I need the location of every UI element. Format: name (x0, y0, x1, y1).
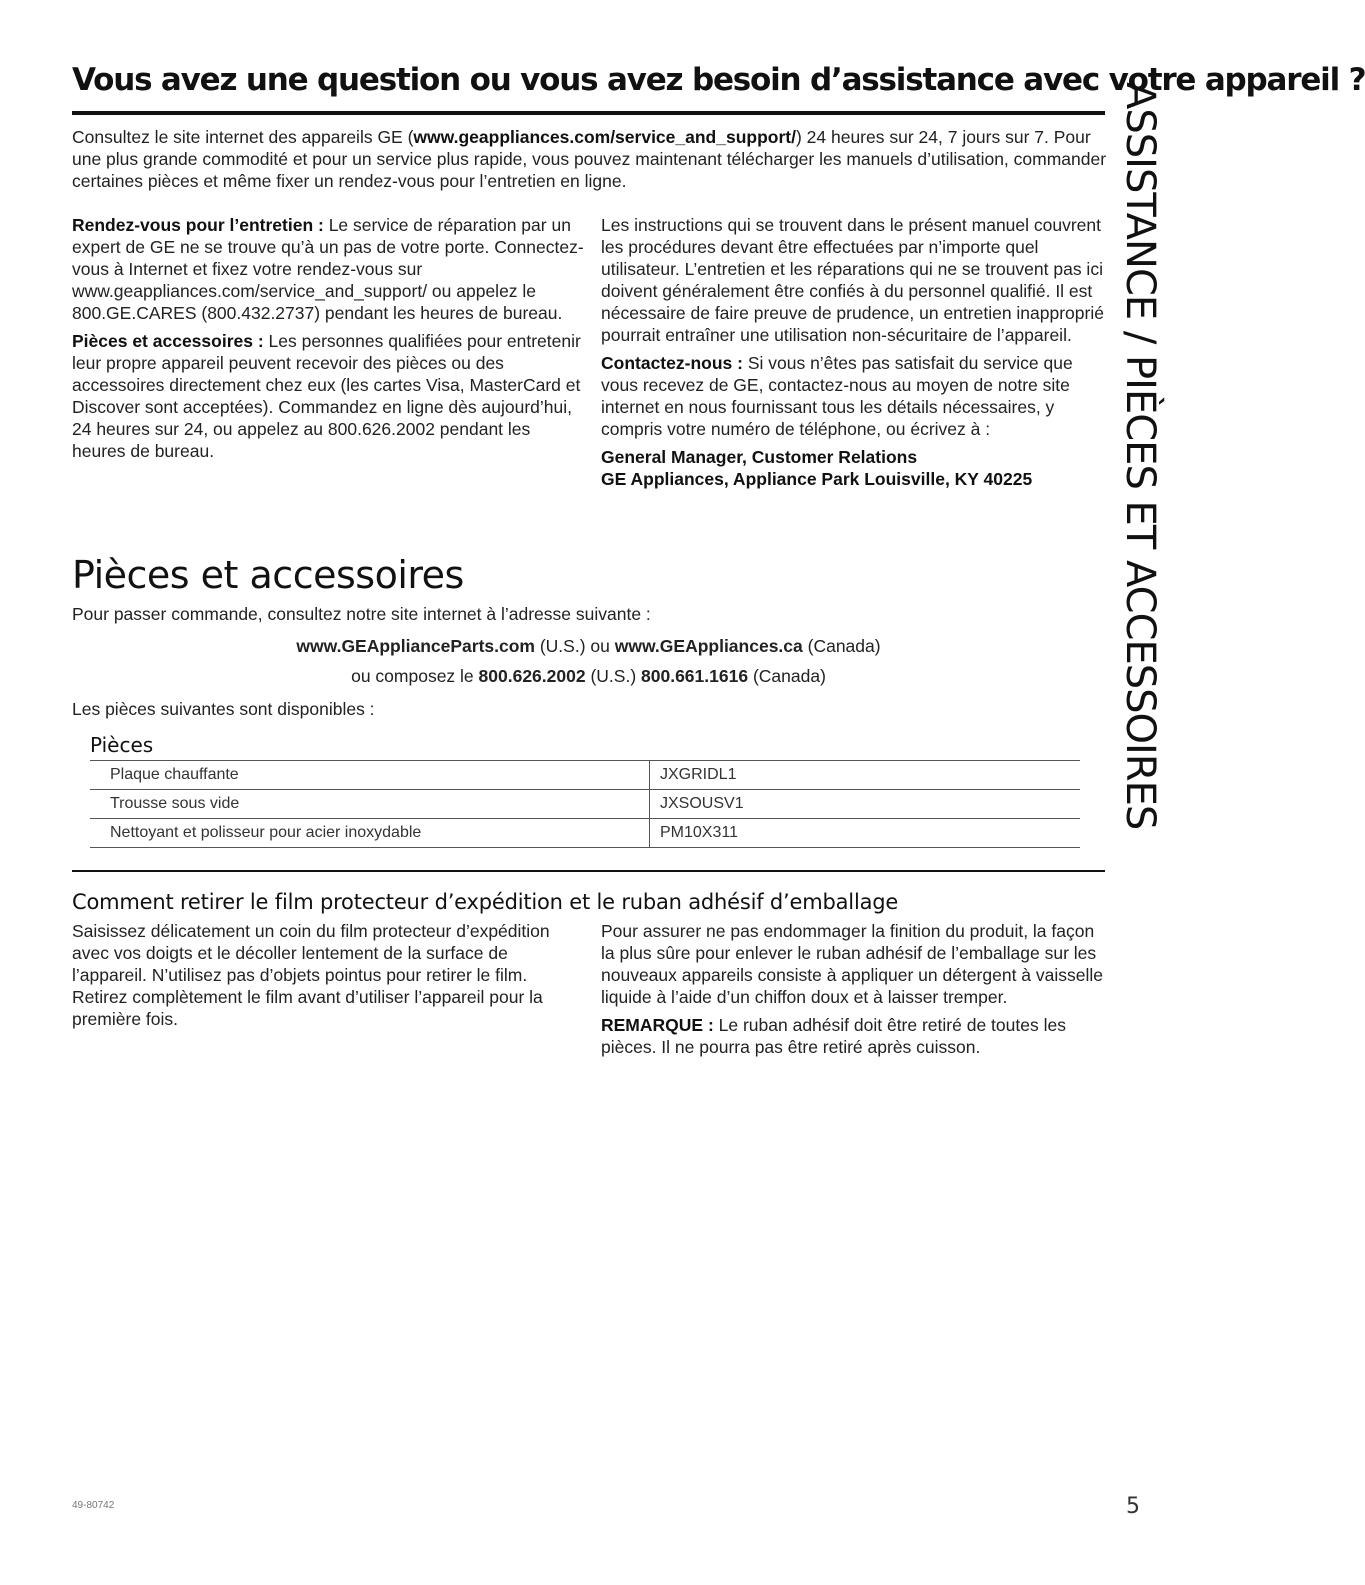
intro-paragraph (72, 126, 1107, 192)
contact-text: Si vous n’êtes pas satisfait du service que vous recevez de GE, contactez-nous au moyen de notre site internet en nous fournissant tous les détails nécessaires, y compris votre numéro de téléphone, ou écrivez à : (601, 353, 1073, 439)
film-right-column (601, 920, 1109, 1058)
part-code: JXGRIDL1 (650, 761, 1081, 790)
phone-canada-label: (Canada) (748, 666, 826, 686)
phone-prefix: ou composez le (351, 666, 479, 686)
parts-section-title: Pièces et accessoires (72, 553, 464, 597)
support-link[interactable]: www.geappliances.com/service_and_support/ (413, 127, 796, 147)
canada-label: (Canada) (802, 636, 881, 656)
mailing-address (601, 446, 1109, 490)
contact-paragraph (601, 352, 1109, 440)
side-tab (1112, 82, 1168, 830)
note-heading: REMARQUE : (601, 1015, 714, 1035)
instructions-paragraph: Les instructions qui se trouvent dans le présent manuel couvrent les procédures devant être effectuées par n’importe quel utilisateur. L’entretien et les réparations qui ne se trouvent pas ici doivent généralement être confiés à du personnel qualifié. Il est nécessaire de faire preuve de prudence, un entretien inapproprié pourrait entraîner une utilisation non-sécuritaire de l’appareil. (601, 215, 1104, 345)
address-line-2: GE Appliances, Appliance Park Louisville, KY 40225 (601, 469, 1033, 489)
phone-canada: 800.661.1616 (641, 666, 749, 686)
service-text: Le service de réparation par un expert de GE ne se trouve qu’à un pas de votre porte. Connectez-vous à Internet et fixez votre rendez-vous sur www.geappliances.com/service_and_support/ ou appelez le 800.GE.CARES (800.432.2737) pendant les heures de bureau. (72, 215, 584, 323)
parts-canada-link[interactable]: www.GEAppliances.ca (614, 636, 803, 656)
phone-us: 800.626.2002 (478, 666, 586, 686)
film-right-paragraph: Pour assurer ne pas endommager la finition du produit, la façon la plus sûre pour enlever le ruban adhésif de l’emballage sur les nouveaux appareils consiste à appliquer un détergent à vaisselle liquide à l’aide d’un chiffon doux et à laisser tremper. (601, 921, 1103, 1007)
intro-text-end: ) 24 heures sur 24, 7 jours sur 7. Pour une plus grande commodité et pour un service plus rapide, vous pouvez maintenant télécharger les manuels d’utilisation, commander certaines pièces et même fixer un rendez-vous pour l’entretien en ligne. (72, 127, 1107, 191)
right-column (601, 214, 1109, 490)
page-number: 5 (1126, 1494, 1140, 1519)
intro-text-start: Consultez le site internet des appareils GE ( (72, 127, 414, 147)
part-code: PM10X311 (650, 819, 1081, 848)
service-paragraph (72, 214, 587, 324)
part-name: Plaque chauffante (90, 761, 650, 790)
parts-us-link[interactable]: www.GEApplianceParts.com (296, 636, 535, 656)
table-row (90, 819, 1080, 848)
parts-heading: Pièces et accessoires : (72, 331, 264, 351)
part-name: Nettoyant et polisseur pour acier inoxydable (90, 819, 650, 848)
parts-subtitle: Pièces (90, 733, 154, 757)
phone-us-label: (U.S.) (585, 666, 642, 686)
us-label: (U.S.) ou (534, 636, 615, 656)
contact-heading: Contactez-nous : (601, 353, 743, 373)
part-code: JXSOUSV1 (650, 790, 1081, 819)
page-title: Vous avez une question ou vous avez besoin d’assistance avec votre appareil ? (72, 62, 1365, 98)
part-name: Trousse sous vide (90, 790, 650, 819)
left-column (72, 214, 587, 462)
address-line-1: General Manager, Customer Relations (601, 447, 918, 467)
parts-table (90, 760, 1080, 848)
order-websites (72, 636, 1105, 657)
order-phones (72, 666, 1105, 687)
table-row (90, 790, 1080, 819)
note-text: Le ruban adhésif doit être retiré de toutes les pièces. Il ne pourra pas être retiré après cuisson. (601, 1015, 1066, 1057)
available-parts-text: Les pièces suivantes sont disponibles : (72, 699, 375, 719)
section-divider (72, 870, 1105, 872)
service-heading: Rendez-vous pour l’entretien : (72, 215, 324, 235)
parts-text: Les personnes qualifiées pour entretenir leur propre appareil peuvent recevoir des pièces ou des accessoires directement chez eux (les cartes Visa, MasterCard et Discover sont acceptées). Commandez en ligne dès aujourd’hui, 24 heures sur 24, ou appelez au 800.626.2002 pendant les heures de bureau. (72, 331, 581, 461)
document-code: 49-80742 (72, 1500, 115, 1511)
film-left-paragraph: Saisissez délicatement un coin du film protecteur d’expédition avec vos doigts et le décoller lentement de la surface de l’appareil. N’utilisez pas d’objets pointus pour retirer le film. Retirez complètement le film avant d’utiliser l’appareil pour la première fois. (72, 921, 550, 1029)
table-row (90, 761, 1080, 790)
note-paragraph (601, 1014, 1109, 1058)
film-section-title: Comment retirer le film protecteur d’expédition et le ruban adhésif d’emballage (72, 890, 899, 914)
order-instructions: Pour passer commande, consultez notre site internet à l’adresse suivante : (72, 604, 651, 624)
parts-paragraph (72, 330, 587, 462)
side-tab-label: ASSISTANCE / PIÈCES ET ACCESSOIRES (1117, 82, 1163, 830)
title-divider (72, 111, 1105, 115)
